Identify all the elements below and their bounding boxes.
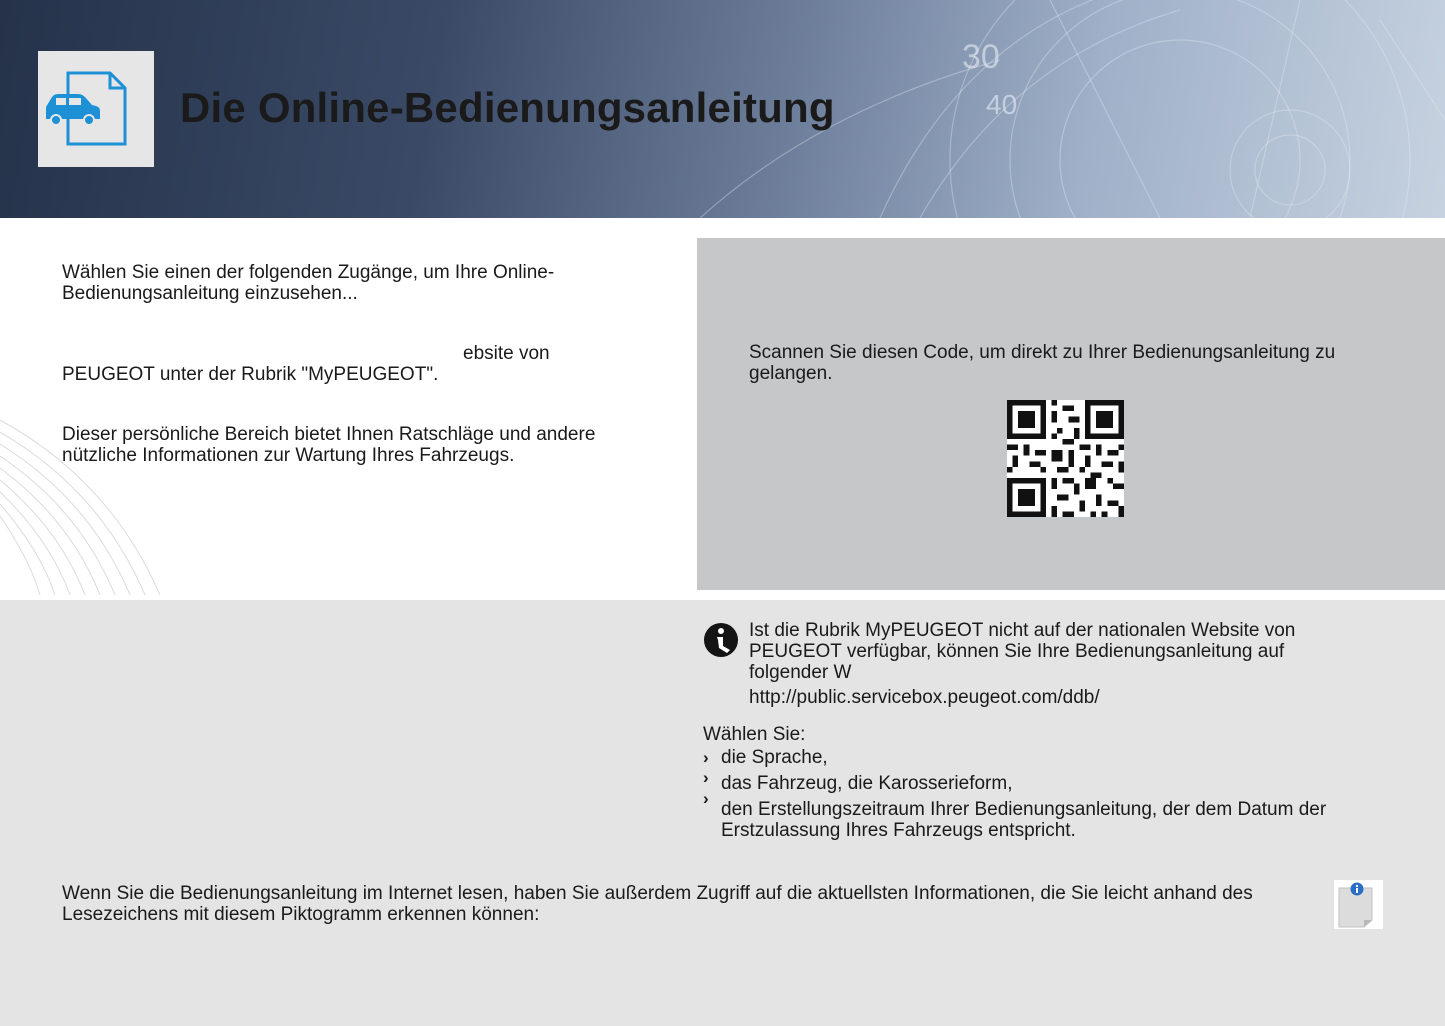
car-document-icon (38, 51, 154, 167)
bookmark-pictogram (1334, 880, 1383, 929)
header-banner (0, 0, 1445, 218)
info-icon (703, 622, 739, 658)
page-title: Die Online-Bedienungsanleitung (180, 84, 835, 131)
website-line: PEUGEOT unter der Rubrik "MyPEUGEOT". (62, 364, 439, 385)
qr-instruction: Scannen Sie diesen Code, um direkt zu Ihrer Bedienungsanleitung zu gelangen. (749, 342, 1336, 384)
info-text: Ist die Rubrik MyPEUGEOT nicht auf der nationalen Website von PEUGEOT verfügbar, können Sie Ihre Bedienungsanleitung auf folgender W (749, 620, 1296, 683)
qr-code[interactable] (1006, 400, 1125, 517)
svg-text:30: 30 (962, 38, 1000, 76)
select-heading: Wählen Sie: (703, 724, 806, 745)
footer-text: Wenn Sie die Bedienungsanleitung im Internet lesen, haben Sie außerdem Zugriff auf die aktuellsten Informationen, die Sie leicht anhand des Lesezeichens mit diesem Piktogramm erkennen können: (62, 883, 1253, 925)
manual-icon-box (38, 51, 154, 167)
chevron-right-icon: › (703, 789, 709, 808)
chevron-right-icon: › (703, 748, 709, 767)
select-item: den Erstellungszeitraum Ihrer Bedienungsanleitung, der dem Datum der Erstzulassung Ihres Fahrzeugs entspricht. (721, 799, 1327, 841)
personal-area-text: Dieser persönliche Bereich bietet Ihnen Ratschläge und andere nützliche Informationen zur Wartung Ihres Fahrzeugs. (62, 424, 596, 466)
bookmark-info-icon (1334, 880, 1383, 929)
servicebox-url[interactable]: http://public.servicebox.peugeot.com/ddb/ (749, 687, 1100, 708)
svg-text:40: 40 (986, 89, 1018, 120)
intro-text: Wählen Sie einen der folgenden Zugänge, um Ihre Online-Bedienungsanleitung einzusehen... (62, 262, 555, 304)
select-item: das Fahrzeug, die Karosserieform, (721, 773, 1013, 794)
chevron-right-icon: › (703, 768, 709, 787)
select-item: die Sprache, (721, 747, 828, 768)
website-fragment: ebsite von (463, 343, 550, 364)
